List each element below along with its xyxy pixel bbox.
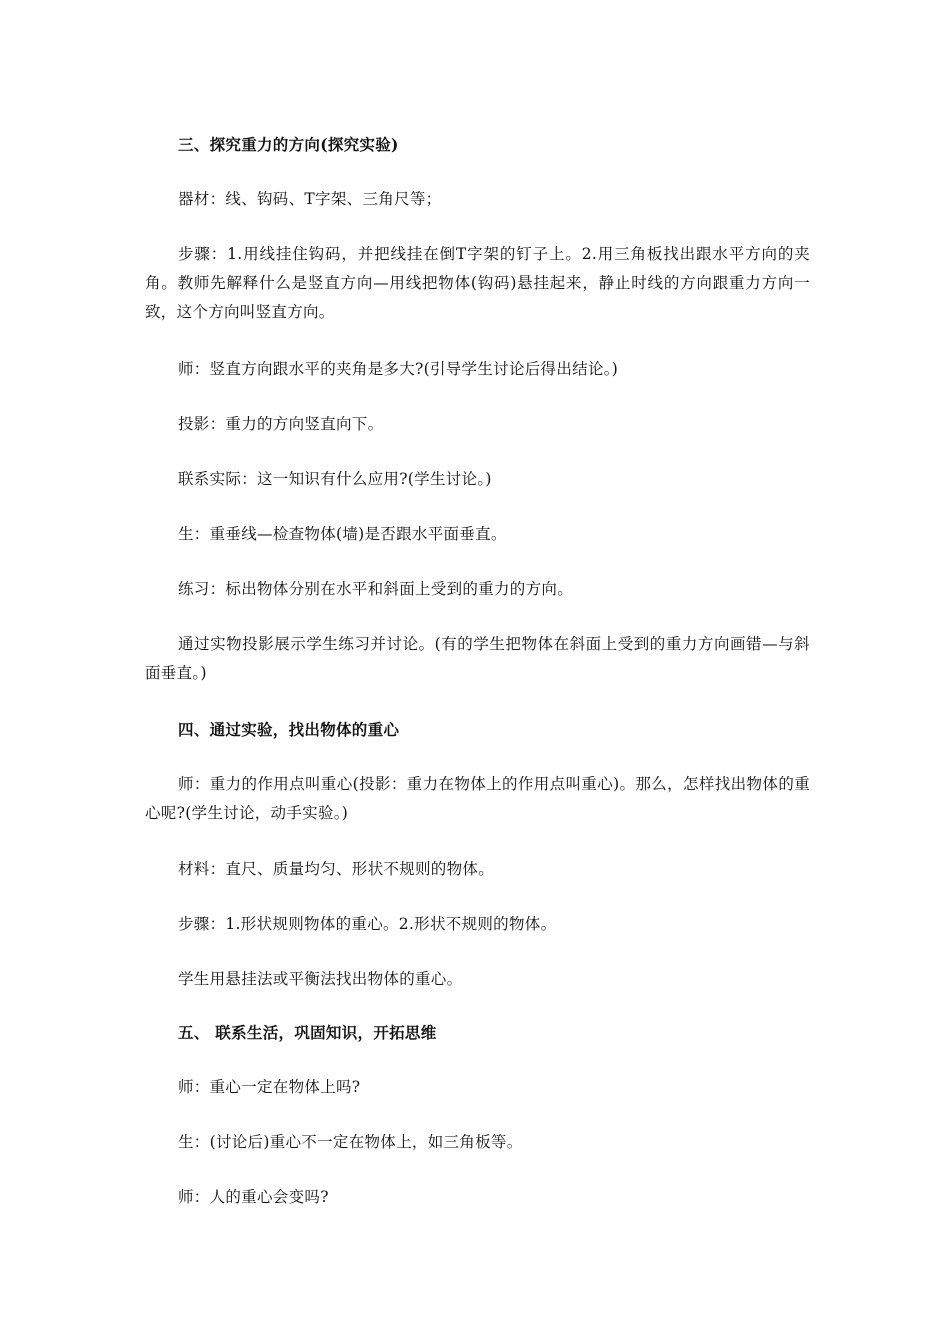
- paragraph-discussion: 通过实物投影展示学生练习并讨论。(有的学生把物体在斜面上受到的重力方向画错—与斜面垂直。): [145, 635, 810, 682]
- paragraph-steps: 步骤：1.用线挂住钩码，并把线挂在倒T字架的钉子上。2.用三角板找出跟水平方向的夹角。教师先解释什么是竖直方向—用线把物体(钩码)悬挂起来，静止时线的方向跟重力方向一致，这个方向叫竖直方向。: [145, 245, 810, 321]
- paragraph-method: 学生用悬挂法或平衡法找出物体的重心。: [178, 970, 463, 988]
- paragraph-center-of-gravity: 师：重力的作用点叫重心(投影：重力在物体上的作用点叫重心)。那么，怎样找出物体的重心呢?(学生讨论，动手实验。): [145, 775, 810, 822]
- paragraph-teacher-question: 师：竖直方向跟水平的夹角是多大?(引导学生讨论后得出结论。): [178, 360, 619, 378]
- section-3-heading: 三、探究重力的方向(探究实验): [178, 135, 399, 154]
- paragraph-teacher-q1: 师：重心一定在物体上吗?: [178, 1078, 361, 1096]
- paragraph-steps-2: 步骤：1.形状规则物体的重心。2.形状不规则的物体。: [178, 915, 557, 933]
- paragraph-equipment: 器材：线、钩码、T字架、三角尺等；: [178, 190, 442, 208]
- paragraph-materials: 材料：直尺、质量均匀、形状不规则的物体。: [178, 860, 495, 878]
- paragraph-application: 联系实际：这一知识有什么应用?(学生讨论。): [178, 470, 492, 488]
- section-4-heading: 四、通过实验，找出物体的重心: [178, 720, 400, 739]
- section-5-heading: 五、 联系生活，巩固知识，开拓思维: [178, 1023, 437, 1042]
- paragraph-teacher-q2: 师：人的重心会变吗?: [178, 1188, 329, 1206]
- paragraph-student-a1: 生：(讨论后)重心不一定在物体上，如三角板等。: [178, 1133, 523, 1151]
- paragraph-student-answer: 生：重垂线—检查物体(墙)是否跟水平面垂直。: [178, 525, 507, 543]
- paragraph-exercise: 练习：标出物体分别在水平和斜面上受到的重力的方向。: [178, 580, 574, 598]
- paragraph-projection: 投影：重力的方向竖直向下。: [178, 415, 384, 433]
